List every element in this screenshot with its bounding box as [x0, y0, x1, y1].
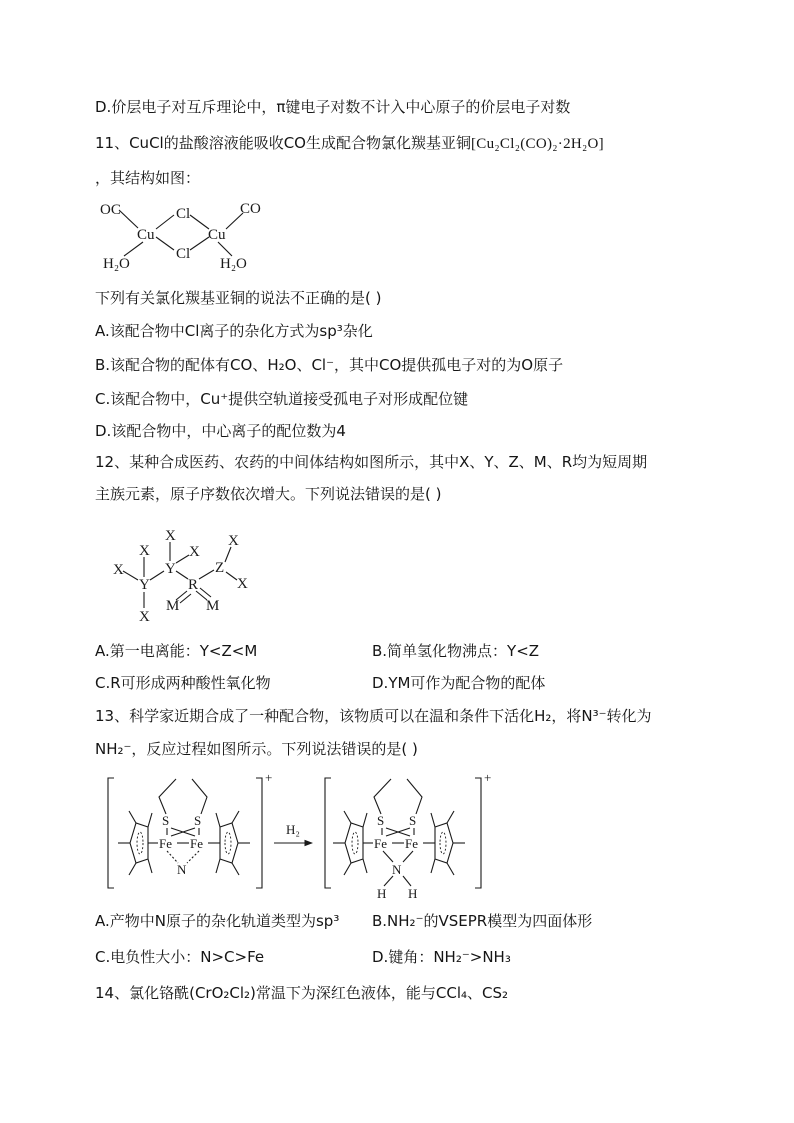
label-co: CO [240, 201, 261, 217]
methyl [447, 863, 454, 875]
bond-cl-bottom-cu [190, 237, 209, 250]
reactant-complex [108, 770, 272, 888]
label-cu-right: Cu [208, 227, 226, 243]
q12-option-d: D.YM可作为配合物的配体 [372, 674, 546, 692]
label-cu-left: Cu [137, 227, 155, 243]
bond-r-z [199, 570, 214, 579]
label-s: S [194, 813, 202, 828]
ring-delocalization [225, 832, 231, 854]
bracket-left [108, 778, 114, 888]
label-oc: OC [100, 202, 121, 218]
q12-structure-diagram [113, 528, 248, 625]
label-x: X [139, 609, 150, 625]
methyl [363, 859, 367, 873]
q13-option-c: C.电负性大小：N>C>Fe [95, 948, 265, 966]
bond-s-fe-cross [171, 828, 195, 836]
bracket-right [475, 778, 481, 888]
q11-stem [95, 133, 604, 154]
methyl [431, 859, 435, 873]
bond-cl-top-cu [190, 215, 209, 229]
methyl [216, 813, 220, 827]
label-fe: Fe [159, 836, 172, 851]
bond-s-fe-cross [171, 828, 195, 836]
q13-stem-line2: NH₂⁻，反应过程如图所示。下列说法错误的是( ) [95, 740, 418, 758]
label-s: S [162, 813, 170, 828]
charge-plus: + [265, 770, 273, 785]
bracket-right [256, 778, 262, 888]
q10-option-d: D.价层电子对互斥理论中，π键电子对数不计入中心原子的价层电子对数 [95, 98, 571, 116]
product-complex [325, 770, 491, 901]
bond-cu-cl-bottom [156, 237, 174, 250]
cp-ring-left [333, 811, 367, 875]
label-s: S [377, 813, 385, 828]
cp-ring-left [118, 811, 152, 875]
label-h2o-left: H₂O [103, 256, 130, 272]
q13-stem-line1: 13、科学家近期合成了一种配合物，该物质可以在温和条件下活化H₂，将N³⁻转化为 [95, 707, 652, 725]
methyl [148, 859, 152, 873]
label-x: X [228, 533, 239, 549]
label-cl-top: Cl [176, 206, 191, 222]
label-x: X [189, 544, 200, 560]
q12-stem-line2: 主族元素，原子序数依次增大。下列说法错误的是( ) [95, 485, 442, 503]
q11-prompt: 下列有关氯化羰基亚铜的说法不正确的是( ) [95, 289, 382, 307]
bracket-left [325, 778, 331, 888]
methyl [344, 863, 351, 875]
ring-outline [435, 823, 453, 863]
ring-delocalization [352, 832, 358, 854]
methyl [431, 813, 435, 827]
label-h2o-right: H₂O [220, 256, 247, 272]
label-cl-bottom: Cl [176, 246, 191, 262]
double-bond-r-m-left-b [180, 594, 191, 603]
bond-y-y [150, 571, 164, 580]
bond-fe-n-dashed [167, 851, 178, 863]
label-h: H [408, 886, 418, 901]
bond-n-h [384, 876, 393, 886]
q13-reaction-diagram [108, 770, 491, 901]
label-m-left: M [166, 598, 180, 614]
q12-option-a: A.第一电离能：Y<Z<M [95, 642, 258, 660]
methyl [344, 811, 351, 823]
double-bond-r-m-left-a [176, 591, 187, 600]
q13-option-a: A.产物中N原子的杂化轨道类型为sp³ [95, 912, 340, 930]
label-fe: Fe [374, 836, 387, 851]
bond-cu-co [226, 213, 243, 229]
label-z: Z [215, 560, 225, 576]
bridge-chain-left [374, 779, 391, 814]
label-x: X [113, 562, 124, 578]
methyl [232, 811, 239, 823]
q11-stem-formula: [Cu₂Cl₂(CO)₂·2H₂O] [471, 136, 604, 152]
label-x: X [165, 528, 176, 544]
bond-cu-cl-top [156, 215, 174, 229]
q11-option-b: B.该配合物的配体有CO、H₂O、Cl⁻，其中CO提供孤电子对的为O原子 [95, 356, 564, 374]
methyl [216, 859, 220, 873]
bridge-chain-right [407, 779, 422, 814]
double-bond-r-m-right-a [196, 591, 207, 600]
arrow-label-h2: H₂ [286, 822, 300, 837]
q12-option-b: B.简单氢化物沸点：Y<Z [372, 642, 540, 660]
q11-stem-text: 11、CuCl的盐酸溶液能吸收CO生成配合物氯化羰基亚铜 [95, 134, 471, 152]
label-y-right: Y [165, 561, 176, 577]
q13-option-b: B.NH₂⁻的VSEPR模型为四面体形 [372, 912, 593, 930]
label-h: H [377, 886, 387, 901]
cp-ring-right [431, 811, 465, 875]
bond-s-fe-cross [386, 828, 410, 836]
label-fe: Fe [405, 836, 418, 851]
bridge-chain-right [192, 779, 207, 814]
bond-fe-n [383, 851, 393, 862]
methyl [129, 863, 136, 875]
label-m-right: M [206, 598, 220, 614]
ring-outline [220, 823, 238, 863]
q11-stem-continuation: ，其结构如图： [95, 169, 201, 187]
ring-outline [130, 823, 148, 863]
methyl [363, 813, 367, 827]
methyl [148, 813, 152, 827]
q11-option-a: A.该配合物中Cl离子的杂化方式为sp³杂化 [95, 322, 373, 340]
bond-s-fe-cross [386, 828, 410, 836]
label-s: S [409, 813, 417, 828]
q14-stem-line1: 14、氯化铬酰(CrO₂Cl₂)常温下为深红色液体，能与CCl₄、CS₂ [95, 984, 509, 1002]
bond-fe-n [403, 851, 413, 862]
q11-option-c: C.该配合物中，Cu⁺提供空轨道接受孤电子对形成配位键 [95, 390, 469, 408]
bond-n-h [403, 876, 411, 886]
q13-option-d: D.键角：NH₂⁻>NH₃ [372, 948, 511, 966]
charge-plus: + [484, 770, 492, 785]
bond-cu-h2o-left [124, 242, 143, 256]
label-fe: Fe [190, 836, 203, 851]
ring-delocalization [137, 832, 143, 854]
methyl [232, 863, 239, 875]
cp-ring-right [216, 811, 250, 875]
bond-cu-h2o-right [218, 242, 232, 256]
q12-option-c: C.R可形成两种酸性氧化物 [95, 674, 271, 692]
bond-x-y [123, 571, 138, 580]
double-bond-r-m-right-b [200, 588, 211, 597]
label-x: X [139, 543, 150, 559]
bond-y-x [176, 555, 189, 563]
bond-z-x [225, 547, 231, 562]
q11-option-d: D.该配合物中，中心离子的配位数为4 [95, 422, 346, 440]
q11-structure-diagram [100, 201, 261, 272]
ring-outline [345, 823, 363, 863]
q12-stem-line1: 12、某种合成医药、农药的中间体结构如图所示，其中X、Y、Z、M、R均为短周期 [95, 453, 648, 471]
bond-y-r [176, 571, 188, 579]
bridge-chain-left [159, 779, 176, 814]
label-y-left: Y [139, 577, 150, 593]
label-n: N [392, 862, 402, 877]
ring-delocalization [440, 832, 446, 854]
bond-fe-n-dashed [187, 851, 199, 863]
bond-oc-cu [119, 210, 138, 228]
methyl [447, 811, 454, 823]
bond-z-x [226, 572, 237, 580]
label-x: X [237, 576, 248, 592]
methyl [129, 811, 136, 823]
label-r: R [188, 577, 199, 593]
label-n: N [177, 862, 187, 877]
